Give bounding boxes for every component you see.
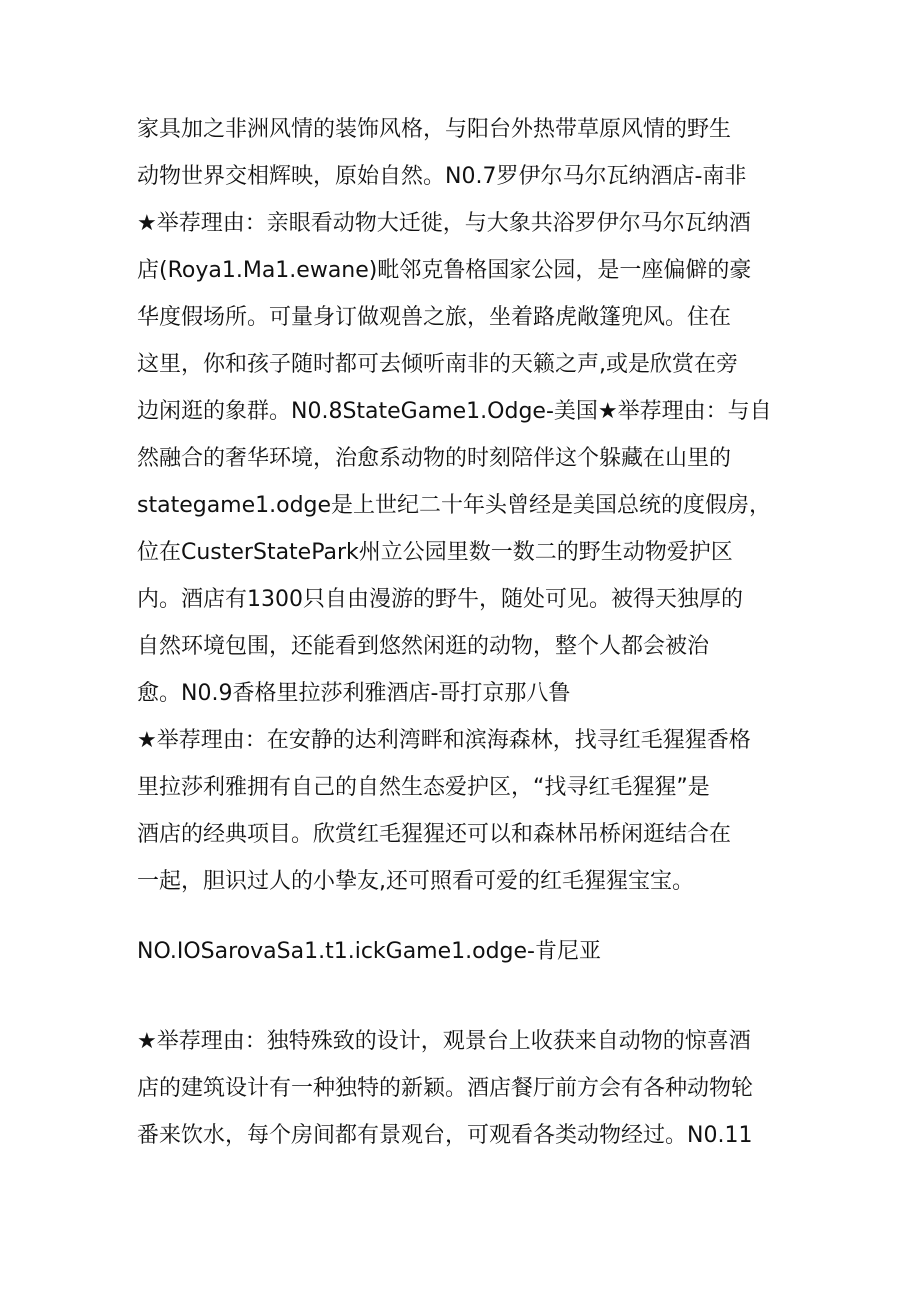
text-line: 酒店的经典项目。欣赏红毛猩猩还可以和森林吊桥闲逛结合在	[137, 822, 732, 847]
text-line: 自然环境包围，还能看到悠然闲逛的动物，整个人都会被治	[137, 634, 710, 659]
text-line: 家具加之非洲风情的装饰风格，与阳台外热带草原风情的野生	[137, 117, 732, 142]
text-line: 里拉莎利雅拥有自己的自然生态爱护区，“找寻红毛猩猩”是	[137, 775, 710, 800]
text-line: 店的建筑设计有一种独特的新颖。酒店餐厅前方会有各种动物轮	[137, 1076, 754, 1101]
text-line: 愈。N0.9香格里拉莎利雅酒店-哥打京那八鲁	[137, 681, 571, 706]
text-line: ★举荐理由：亲眼看动物大迁徙，与大象共浴罗伊尔马尔瓦纳酒	[137, 211, 751, 236]
text-line: 华度假场所。可量身订做观兽之旅，坐着路虎敞篷兜风。住在	[137, 305, 732, 330]
text-line: 店(Roya1.Ma1.ewane)毗邻克鲁格国家公园，是一座偏僻的豪	[137, 258, 752, 283]
text-line: ★举荐理由：在安静的达利湾畔和滨海森林，找寻红毛猩猩香格	[137, 728, 751, 753]
text-line: 然融合的奢华环境，治愈系动物的时刻陪伴这个躲藏在山里的	[137, 446, 732, 471]
text-line: ★举荐理由：独特殊致的设计，观景台上收获来自动物的惊喜酒	[137, 1029, 751, 1054]
text-line: 这里，你和孩子随时都可去倾听南非的天籁之声,或是欣赏在旁	[137, 352, 738, 377]
section-heading-line: NO.IOSarovaSa1.t1.ickGame1.odge-肯尼亚	[137, 939, 601, 964]
text-line: 位在CusterStatePark州立公园里数一数二的野生动物爱护区	[137, 540, 733, 565]
text-line: 内。酒店有1300只自由漫游的野牛，随处可见。被得天独厚的	[137, 587, 743, 612]
text-line: 番来饮水，每个房间都有景观台，可观看各类动物经过。N0.11	[137, 1123, 753, 1148]
text-line: stategame1.odge是上世纪二十年头曾经是美国总统的度假房，	[137, 493, 772, 518]
text-line: 一起，胆识过人的小挚友,还可照看可爱的红毛猩猩宝宝。	[137, 869, 694, 894]
text-line: 边闲逛的象群。N0.8StateGame1.Odge-美国★举荐理由：与自	[137, 399, 772, 424]
text-line: 动物世界交相辉映，原始自然。N0.7罗伊尔马尔瓦纳酒店-南非	[137, 164, 747, 189]
